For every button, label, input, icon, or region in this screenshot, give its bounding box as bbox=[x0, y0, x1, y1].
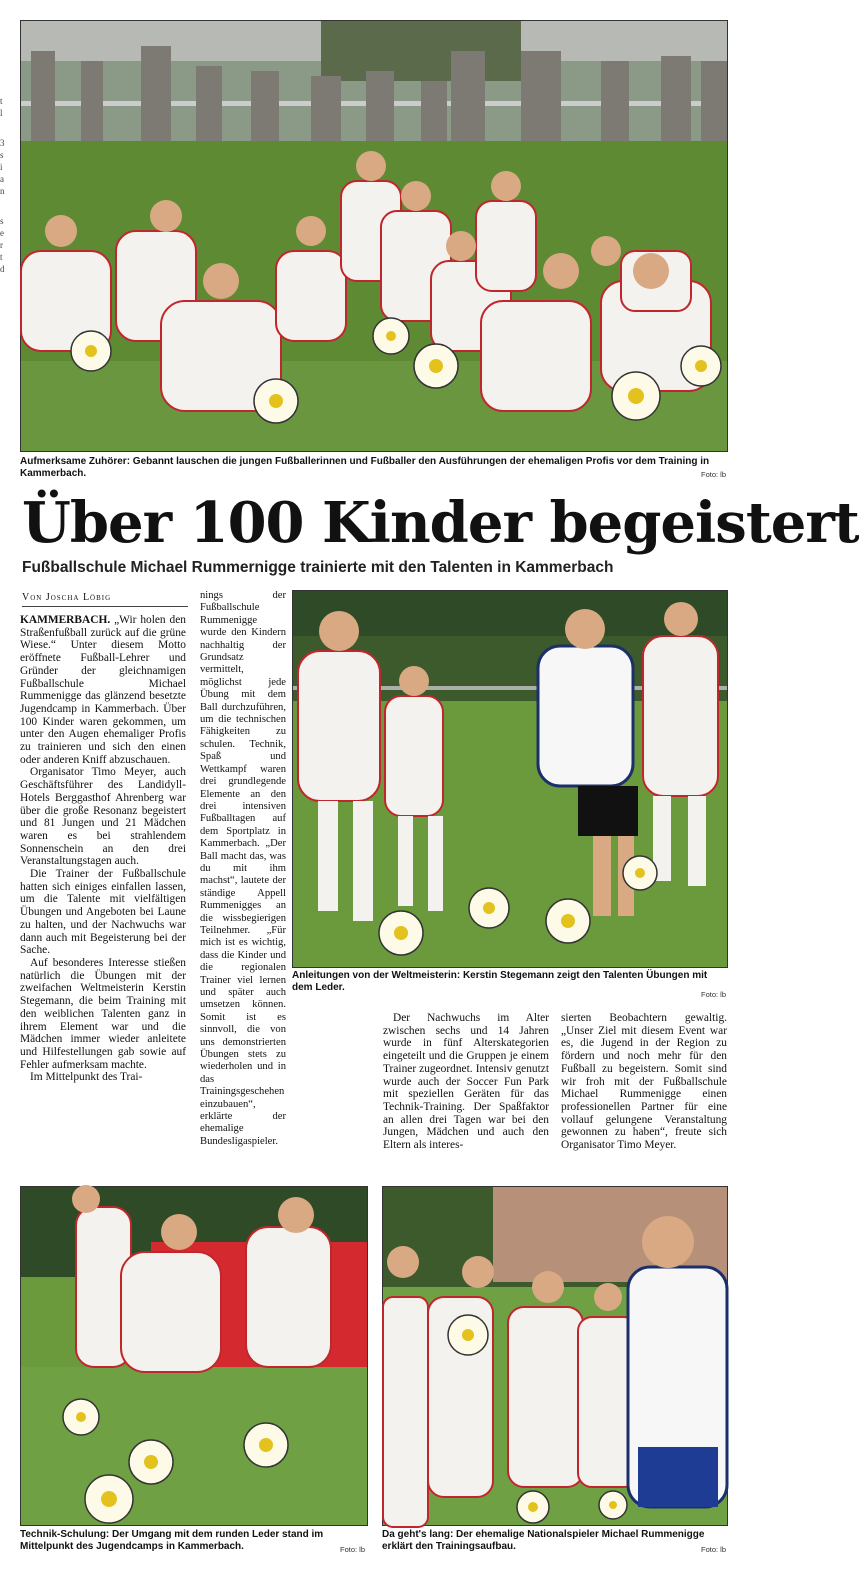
article-headline: Über 100 Kinder begeistert bbox=[22, 490, 859, 556]
photo-credit: Foto: lb bbox=[700, 1545, 726, 1554]
paragraph: Die Trainer der Fußballschule hatten sich einiges einfallen lassen, um die Talente mit vielfältigen Übungen und Angeboten bei Laune zu halten, und der Nachwuchs war dann auch mit Begeisterung bei der Sache. bbox=[20, 868, 186, 957]
paragraph: Auf besonderes Interesse stießen natürlich die Übungen mit der zweifachen Weltmeisterin Kerstin Stegemann, die beim Training mit den weiblichen Talenten ganz in ihrem Element war und die Mädchen immer wieder anleitete und Hilfestellungen gab sowie auf Fehler aufmerksam machte. bbox=[20, 956, 186, 1071]
article-column-2 bbox=[200, 590, 286, 1174]
left-margin-fragments: t l 3 s i a n s e r t d bbox=[0, 96, 5, 274]
photo-technique-training bbox=[20, 1186, 368, 1526]
paragraph: Im Mittelpunkt des Trai- bbox=[30, 1071, 143, 1084]
photo-caption: Da geht's lang: Der ehemalige Nationalspieler Michael Rummenigge erklärt den Trainingsaufbau. bbox=[382, 1529, 705, 1552]
photo-credit: Foto: lb bbox=[700, 990, 726, 999]
paragraph: nings der Fußballschule Rummenigge wurde den Kindern nachhaltig der Grundsatz vermittelt, möglichst jede Übung mit dem Ball durchzuführen, um die technischen Fähigkeiten zu schulen. Technik, Spaß und Wettkampf waren drei grundlegende Elemente an den drei intensiven Fußballtagen auf dem Sportplatz in Kammerbach. „Der Ball macht das, was du mit ihm machst“, lautete der ständige Appell Rummenigges an die wissbegierigen Teilnehmer. „Für mich ist es wichtig, dass die Kinder und die regionalen Trainer viel lernen und später auch umsetzen können. Somit ist es sinnvoll, die von uns demonstrierten Übungen stets zu wiederholen und in das Trainingsgeschehen einzubauen“, erklärte der ehemalige Bundesligaspieler. bbox=[200, 590, 286, 1147]
byline-divider bbox=[22, 606, 188, 607]
article-column-4 bbox=[561, 1012, 727, 1172]
paragraph: sierten Beobachtern gewaltig. „Unser Ziel mit diesem Event war es, die Jugend in der Region zu fördern und noch mehr für den Fußball zu begeistern. Somit sind wir froh mit der Fußballschule Michael Rummenigge einen professionellen Partner für eine vollauf gelungene Veranstaltung gewonnen zu haben“, freute sich Organisator Timo Meyer. bbox=[561, 1012, 727, 1152]
photo-caption: Anleitungen von der Weltmeisterin: Kerstin Stegemann zeigt den Talenten Übungen mit dem Leder. bbox=[292, 970, 708, 993]
photo-caption: Aufmerksame Zuhörer: Gebannt lauschen die jungen Fußballerinnen und Fußballer den Ausführungen der ehemaligen Profis vor dem Training in Kammerbach. bbox=[20, 456, 710, 479]
paragraph: Organisator Timo Meyer, auch Geschäftsführer des Landidyll-Hotels Berggasthof Ahrenberg war über die große Resonanz begeistert und 81 Jungen und 21 Mädchen waren es bei strahlendem Sonnenschein an den drei Veranstaltungstagen auch. bbox=[20, 766, 186, 868]
photo-credit: Foto: lb bbox=[340, 1545, 366, 1554]
article-column-3 bbox=[383, 1012, 549, 1172]
photo-rummenigge-explaining bbox=[382, 1186, 728, 1526]
photo-caption: Technik-Schulung: Der Umgang mit dem runden Leder stand im Mittelpunkt des Jugendcamps in Kammerbach. bbox=[20, 1529, 324, 1552]
article-column-1 bbox=[20, 614, 186, 1174]
photo-stegemann-training bbox=[292, 590, 728, 968]
article-byline: Von Joscha Löbig bbox=[22, 592, 112, 603]
article-subheadline: Fußballschule Michael Rummernigge trainierte mit den Talenten in Kammerbach bbox=[22, 559, 614, 576]
photo-kids-listening bbox=[20, 20, 728, 452]
article-dateline: KAMMERBACH. bbox=[20, 614, 111, 626]
paragraph: KAMMERBACH. „Wir holen den Straßenfußball zurück auf die grüne Wiese.“ Unter diesem Motto eröffnete Fußball-Lehrer und Gründer der gleichnamigen Fußballschule Michael Rummenigge das glänzend besetzte Jugendcamp in Kammerbach. Über 100 Kinder waren gekommen, um unter den Augen ehemaliger Profis zu trainieren und sich den einen oder anderen Kniff abzuschauen. bbox=[20, 614, 186, 766]
paragraph: Der Nachwuchs im Alter zwischen sechs und 14 Jahren wurde in fünf Alterskategorien eingeteilt und die Gruppen je einem Trainer zugeordnet. Intensiv genutzt wurde auch der Soccer Fun Park mit speziellen Geräten für das Technik-Training. Der Spaßfaktor an allen drei Tagen war bei den Jungen, Mädchen und auch den Eltern als interes- bbox=[383, 1012, 549, 1152]
photo-credit: Foto: lb bbox=[700, 470, 726, 479]
